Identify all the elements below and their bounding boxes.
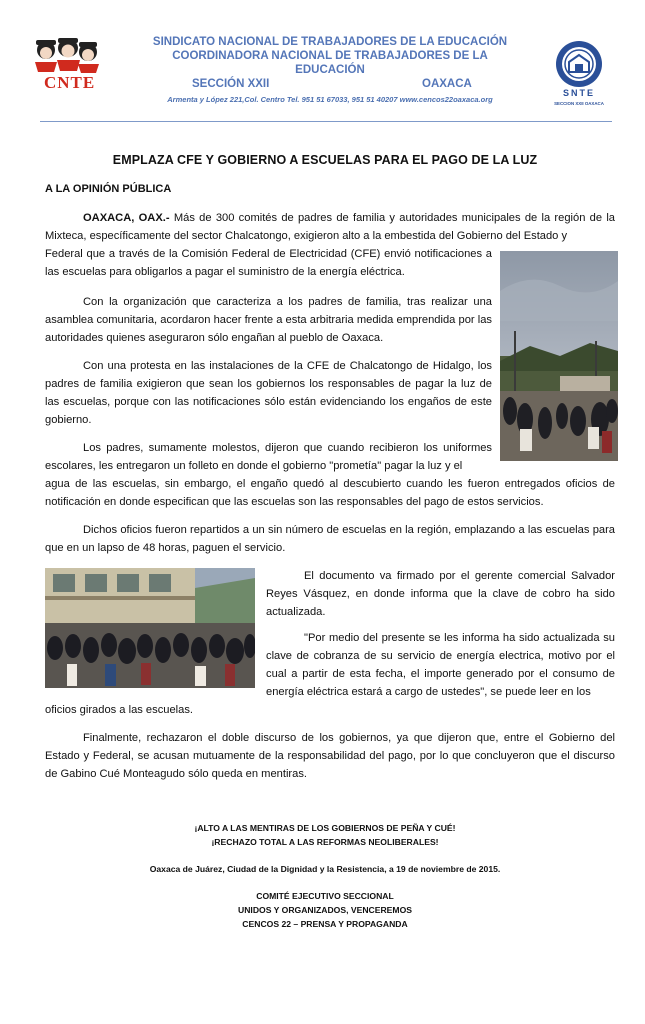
address-line: Armenta y López 221,Col. Centro Tel. 951 51 67033, 951 51 40207 www.cencos22oaxaca.org [167,95,493,104]
section-label: SECCIÓN XXII [192,78,270,90]
signature-2: UNIDOS Y ORGANIZADOS, VENCEREMOS [238,905,412,915]
paragraph-7b: oficios girados a las escuelas. [45,704,193,716]
snte-logo-text: SNTE [562,88,596,98]
headline: EMPLAZA CFE Y GOBIERNO A ESCUELAS PARA EL PAGO DE LA LUZ [112,153,538,167]
dateline-lead: OAXACA, OAX.- [83,212,170,224]
assembly-crowd-photo [45,568,255,688]
coordinator-name: COORDINADORA NACIONAL DE TRABAJADORES DE LA EDUCACIÓN [172,50,488,76]
cnte-logo-text: CNTE [44,73,96,92]
signature-3: CENCOS 22 – PRENSA Y PROPAGANDA [242,919,408,929]
union-name: SINDICATO NACIONAL DE TRABAJADORES DE LA EDUCACIÓN [152,36,508,48]
slogans [40,821,610,849]
slogan-2: ¡RECHAZO TOTAL A LAS REFORMAS NEOLIBERALES! [211,837,439,847]
paragraph-5: Dichos oficios fueron repartidos a un sin número de escuelas en la región, emplazando a las escuelas para que en un lapso de 48 horas, paguen el servicio. [45,524,615,554]
section-line [150,77,510,91]
protest-street-photo [500,251,618,461]
letterhead [150,35,510,107]
signature-block [40,889,610,931]
paragraph-1a [45,209,615,245]
paragraph-4a: Los padres, sumamente molestos, dijeron que cuando recibieron los uniformes escolares, les entregaron un folleto en donde el gobierno "prometía" pagar la luz y el [45,442,492,472]
dateline: Oaxaca de Juárez, Ciudad de la Dignidad y la Resistencia, a 19 de noviembre de 2015. [149,864,501,874]
paragraph-6: El documento va firmado por el gerente comercial Salvador Reyes Vásquez, en donde informa que la clave de cobro ha sido actualizada. [266,570,615,618]
snte-logo-subtext: SECCION XXII OAXACA [554,101,604,106]
paragraph-8: Finalmente, rechazaron el doble discurso de los gobiernos, ya que dijeron que, entre el Gobierno del Estado y Federal, se acusan mutuamente de la responsabilidad del pago, por lo que concluyeron que el discurso de Gabino Cué Monteagudo sólo queda en mentiras. [45,732,615,780]
snte-seal-icon [553,40,605,108]
city-label: OAXACA [422,78,472,90]
paragraph-3: Con una protesta en las instalaciones de la CFE de Chalcatongo de Hidalgo, los padres de familia exigieron que sean los gobiernos los responsables de pagar la luz de las escuelas, porque con las notificaciones sólo están evidenciando los engaños de este gobierno. [45,360,492,426]
paragraph-7a: "Por medio del presente se les informa ha sido actualizada su clave de cobranza de su servicio de energía electrica, motivo por el cual a partir de esta fecha, el importe generado por el consumo de energía eléctrica estará a cargo de ustedes", se puede leer en los [266,632,615,698]
salutation: A LA OPINIÓN PÚBLICA [45,183,172,195]
paragraph-2: Con la organización que caracteriza a los padres de familia, tras realizar una asamblea comunitaria, acordaron hacer frente a esta arbitraria medida emprendida por las autoridades quienes aseguraron sólo engañan al pueblo de Oaxaca. [45,296,492,344]
paragraph-1b: Federal que a través de la Comisión Federal de Electricidad (CFE) envió notificaciones a las escuelas para obligarlos a pagar el suministro de la energía eléctrica. [45,248,492,278]
slogan-1: ¡ALTO A LAS MENTIRAS DE LOS GOBIERNOS DE PEÑA Y CUÉ! [194,823,456,833]
paragraph-4b: agua de las escuelas, sin embargo, el engaño quedó al descubierto cuando les fueron entregados oficios de notificación en donde especifican que las escuelas son las responsables del pago de estos servicios. [45,478,615,508]
signature-1: COMITÉ EJECUTIVO SECCIONAL [256,891,394,901]
header-divider [40,121,612,122]
paragraph-1a-text: Más de 300 comités de padres de familia y autoridades municipales de la región de la Mixteca, específicamente del sector Chalcatongo, exigieron alto a la embestida del Gobierno del Estado y [45,212,615,242]
